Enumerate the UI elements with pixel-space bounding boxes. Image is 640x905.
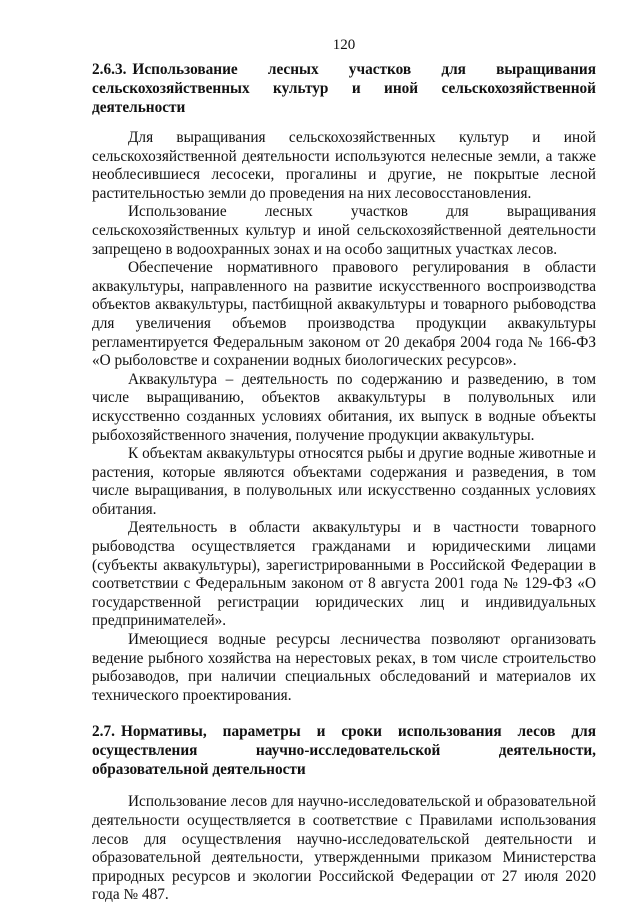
paragraph: К объектам аквакультуры относятся рыбы и другие водные животные и растения, которые являются объектами содержания и разведения, в том числе выращивания, в полувольных или искусственно созданных условиях обитания. (92, 445, 596, 518)
paragraph: Использование лесных участков для выращивания сельскохозяйственных культур и иной сельскохозяйственной деятельности запрещено в водоохранных зонах и на особо защитных участках лесов. (92, 203, 596, 258)
paragraph: Для выращивания сельскохозяйственных культур и иной сельскохозяйственной деятельности используются нелесные земли, а также необлесившиеся лесосеки, прогалины и другие, не покрытые лесной растительностью земли до проведения на них лесовосстановления. (92, 129, 596, 202)
paragraph: Аквакультура – деятельность по содержанию и разведению, в том числе выращиванию, объектов аквакультуры в полувольных или искусственно созданных условиях обитания, их выпуск в водные объекты рыбохозяйственного значения, получение продукции аквакультуры. (92, 370, 596, 444)
paragraph: Имеющиеся водные ресурсы лесничества позволяют организовать ведение рыбного хозяйства на нерестовых реках, в том числе строительство рыбозаводов, при наличии специальных обследований и материалов их технического проектирования. (92, 631, 596, 704)
section-heading-2-7 (92, 722, 596, 779)
paragraph: Деятельность в области аквакультуры и в частности товарного рыбоводства осуществляется гражданами и юридическими лицами (субъекты аквакультуры), зарегистрированными в Российской Федерации в соответствии с Федеральным законом от 8 августа 2001 года № 129-ФЗ «О государственной регистрации юридических лиц и индивидуальных предпринимателей». (92, 519, 596, 630)
section-heading-2-6-3 (92, 60, 596, 117)
paragraph: Использование лесов для научно-исследовательской и образовательной деятельности осуществляется в соответствие с Правилами использования лесов для осуществления научно-исследовательской деятельности и образовательной деятельности, утвержденными приказом Министерства природных ресурсов и экологии Российской Федерации от 27 июля 2020 года № 487. (92, 793, 596, 904)
page-number: 120 (332, 37, 356, 53)
section-number: 2.7. (92, 723, 115, 741)
section-title: Использование лесных участков для выращивания сельскохозяйственных культур и иной сельскохозяйственной деятельности (92, 61, 596, 116)
document-page (92, 36, 596, 905)
section-number: 2.6.3. (92, 61, 127, 78)
paragraph: Обеспечение нормативного правового регулирования в области аквакультуры, направленного на развитие искусственного воспроизводства объектов аквакультуры, пастбищной аквакультуры и товарного рыбоводства для увеличения объемов производства продукции аквакультуры регламентируется Федеральным законом от 20 декабря 2004 года № 166-ФЗ «О рыболовстве и сохранении водных биологических ресурсов». (92, 259, 596, 370)
section-title: Нормативы, параметры и сроки использования лесов для осуществления научно-исследовательской деятельности, образовательной деятельности (92, 723, 596, 779)
